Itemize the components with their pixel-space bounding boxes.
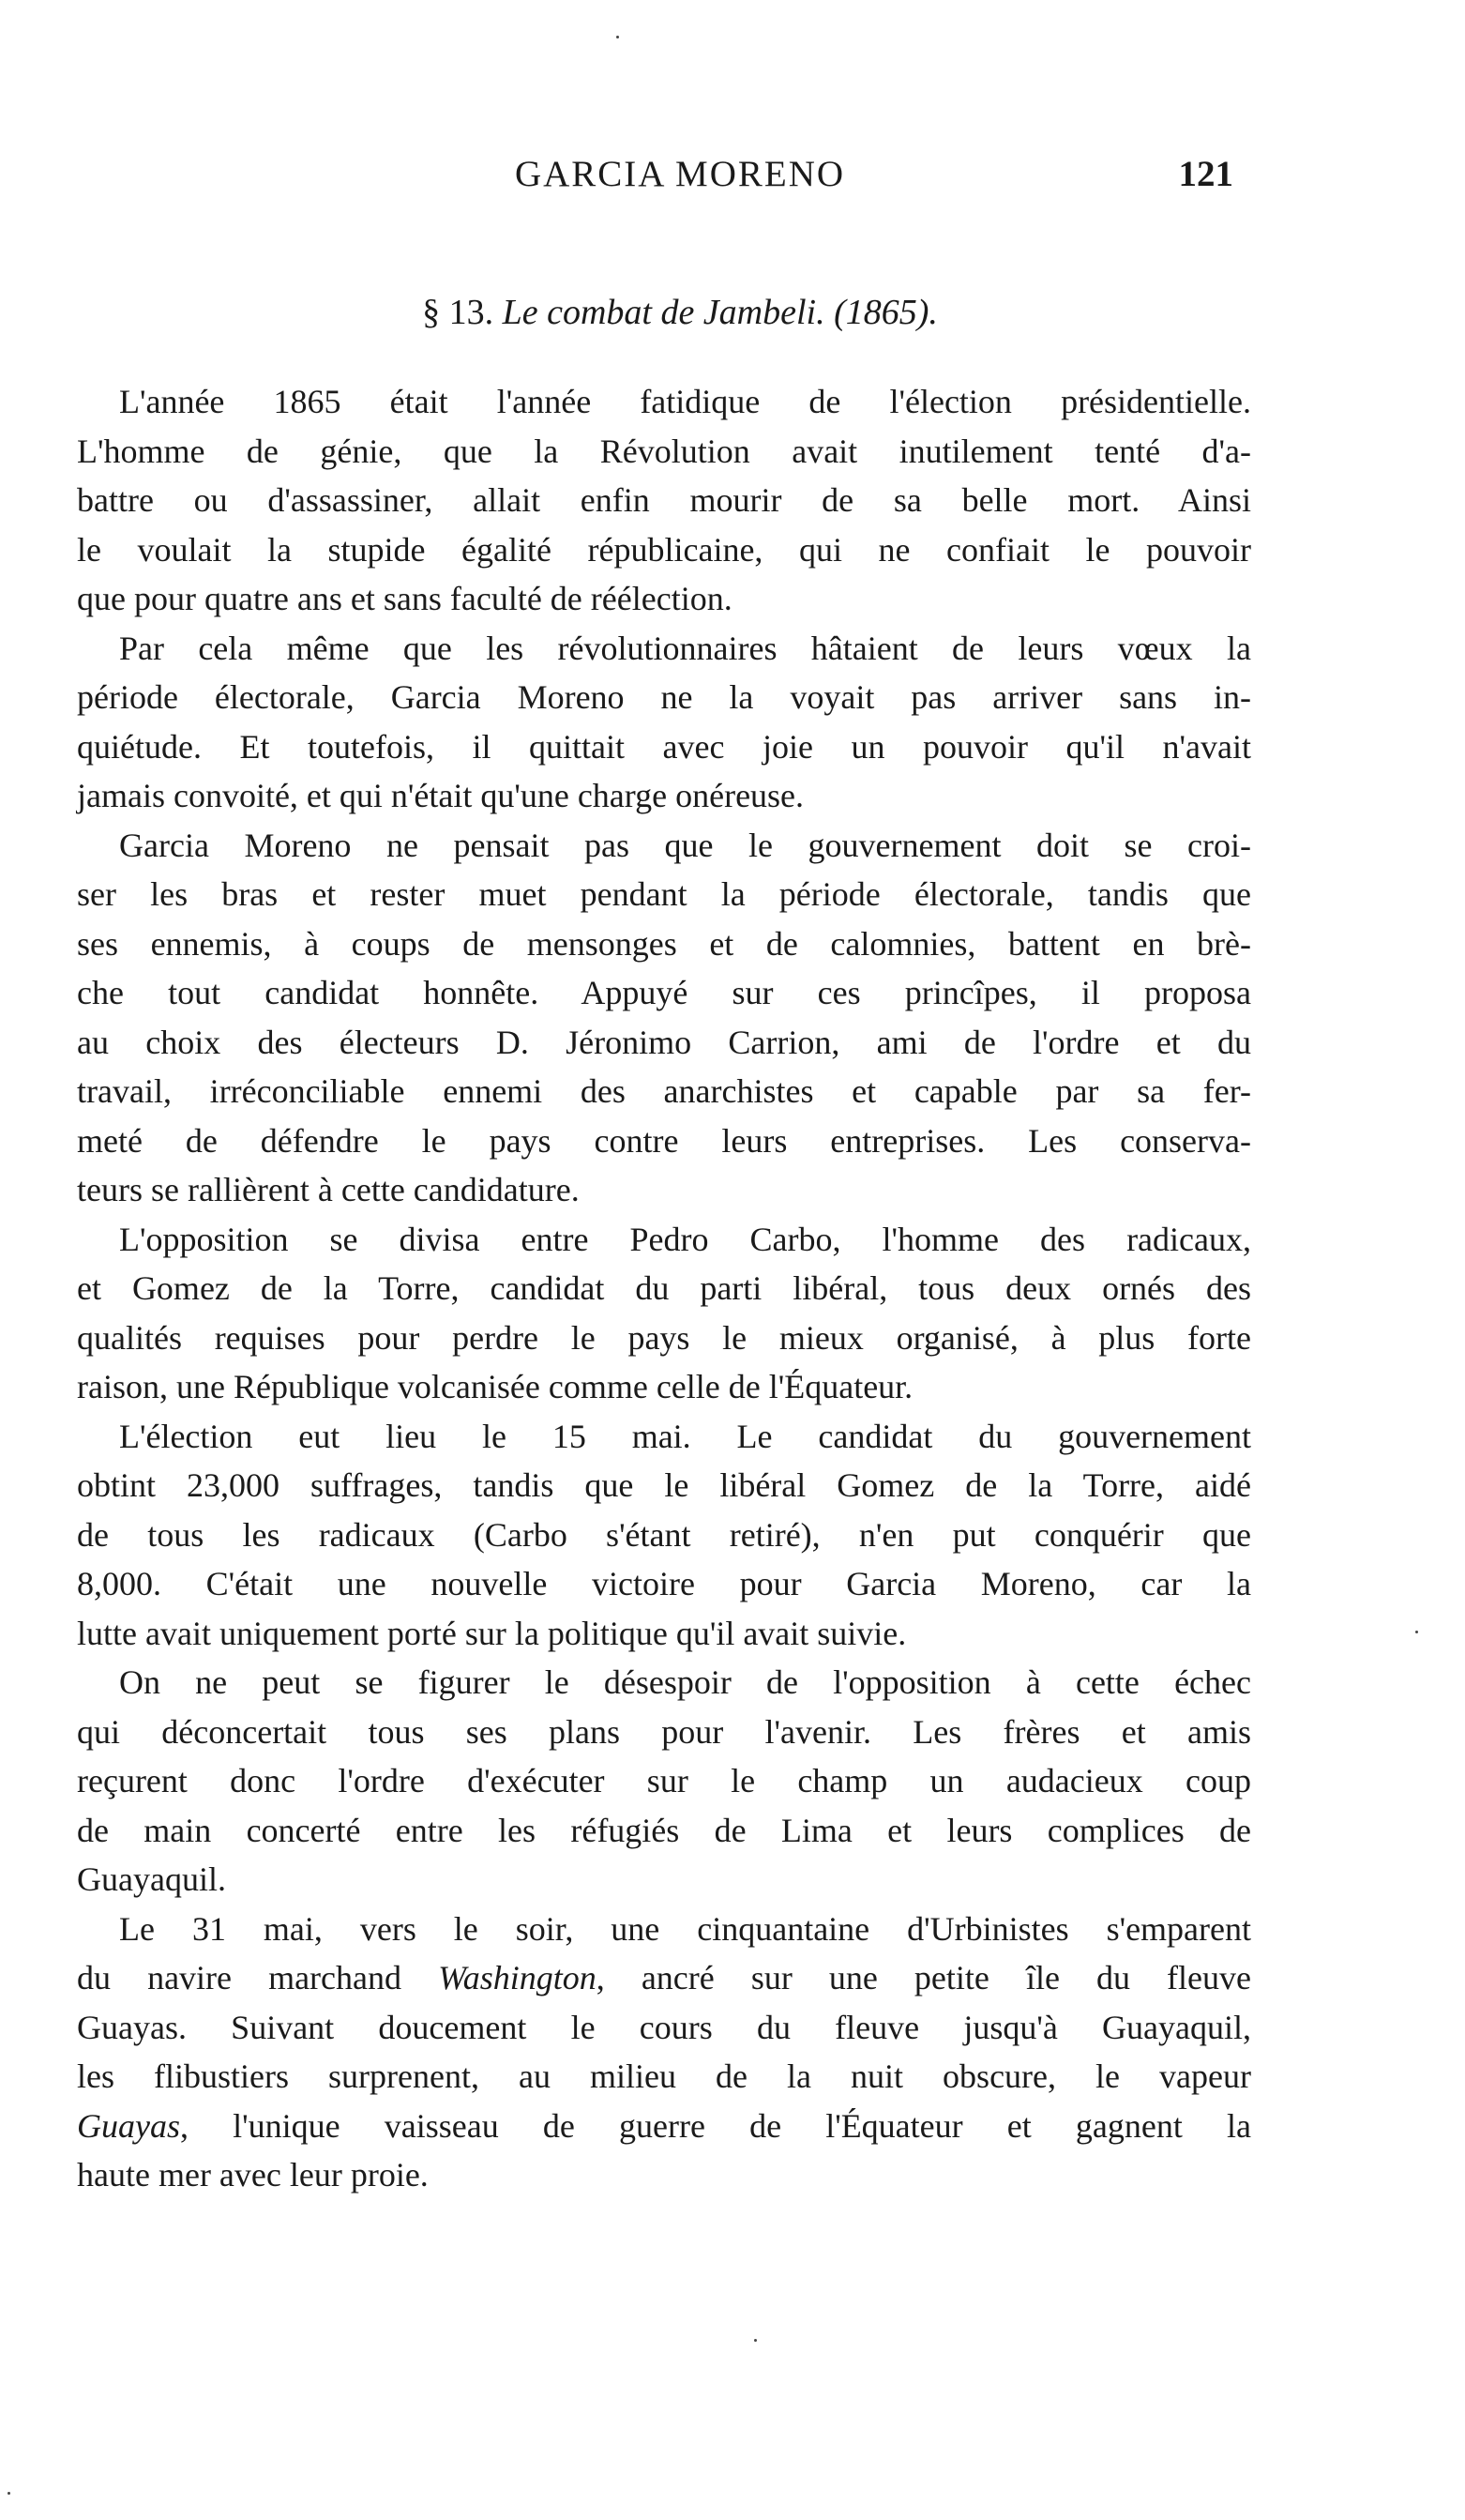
print-speck [616,36,619,38]
paragraph [77,1412,1251,1659]
text-line: jamais convoité, et qui n'était qu'une charge onéreuse. [77,777,805,814]
text-line: du navire marchand Washington, ancré sur une petite île du fleuve [77,1959,1251,1996]
text-line: Guayas. Suivant doucement le cours du fleuve jusqu'à Guayaquil, [77,2008,1251,2046]
print-speck [8,2492,10,2495]
text-line: de tous les radicaux (Carbo s'étant retiré), n'en put conquérir que [77,1515,1251,1554]
paragraph [77,1658,1251,1905]
text-line: ses ennemis, à coups de mensonges et de calomnies, battent en brè- [77,924,1251,963]
text-line: L'homme de génie, que la Révolution avait inutilement tenté d'a- [77,432,1251,470]
text-line: teurs se rallièrent à cette candidature. [77,1171,580,1208]
text-line: lutte avait uniquement porté sur la politique qu'il avait suivie. [77,1614,907,1652]
text-line: Guayas, l'unique vaisseau de guerre de l'Équateur et gagnent la [77,2106,1251,2145]
text-line: Garcia Moreno ne pensait pas que le gouvernement doit se croi- [119,826,1251,864]
text-line: reçurent donc l'ordre d'exécuter sur le champ un audacieux coup [77,1762,1251,1799]
section-date: (1865). [834,293,938,332]
running-header [127,146,1233,203]
text-line: Guayaquil. [77,1860,226,1898]
body-text [77,377,1251,2200]
text-line: L'année 1865 était l'année fatidique de l'élection présidentielle. [119,383,1251,420]
text-line: L'élection eut lieu le 15 mai. Le candidat du gouvernement [119,1417,1251,1455]
text-line: quiétude. Et toutefois, il quittait avec joie un pouvoir qu'il n'avait [77,727,1251,766]
ship-name: Guayas [77,2106,180,2145]
section-label: § 13. [422,293,494,332]
print-speck [754,2339,757,2342]
text-line: raison, une République volcanisée comme celle de l'Équateur. [77,1368,914,1405]
print-speck [1415,1631,1418,1633]
text-line: et Gomez de la Torre, candidat du parti libéral, tous deux ornés des [77,1269,1251,1307]
text-line: que pour quatre ans et sans faculté de réélection. [77,580,732,617]
paragraph [77,377,1251,624]
text-line: qualités requises pour perdre le pays le mieux organisé, à plus forte [77,1318,1251,1357]
paragraph [77,624,1251,821]
section-title: Le combat de Jambeli. [502,293,825,332]
text-line: L'opposition se divisa entre Pedro Carbo, l'homme des radicaux, [119,1220,1251,1258]
text-line: le voulait la stupide égalité républicaine, qui ne confiait le pouvoir [77,530,1251,569]
text-line: che tout candidat honnête. Appuyé sur ces princîpes, il proposa [77,974,1251,1011]
paragraph [77,1905,1251,2200]
text-line: obtint 23,000 suffrages, tandis que le libéral Gomez de la Torre, aidé [77,1466,1251,1504]
text-line: ser les bras et rester muet pendant la période électorale, tandis que [77,875,1251,913]
running-title: GARCIA MORENO [514,154,846,194]
text-line: 8,000. C'était une nouvelle victoire pour Garcia Moreno, car la [77,1565,1251,1602]
ship-name: Washington [438,1959,597,1996]
text-line: au choix des électeurs D. Jéronimo Carrion, ami de l'ordre et du [77,1023,1251,1061]
paragraph [77,821,1251,1215]
text-line: meté de défendre le pays contre leurs entreprises. Les conserva- [77,1121,1251,1160]
text-line: période électorale, Garcia Moreno ne la voyait pas arriver sans in- [77,678,1251,716]
text-line: travail, irréconciliable ennemi des anarchistes et capable par sa fer- [77,1072,1251,1110]
text-line: les flibustiers surprenent, au milieu de la nuit obscure, le vapeur [77,2057,1251,2095]
text-line: Le 31 mai, vers le soir, une cinquantaine d'Urbinistes s'emparent [119,1909,1251,1948]
page-number: 121 [1178,154,1233,194]
text-line: Par cela même que les révolutionnaires hâtaient de leurs vœux la [119,629,1251,667]
section-heading [127,284,1233,341]
text-line: haute mer avec leur proie. [77,2156,429,2194]
text-line: On ne peut se figurer le désespoir de l'opposition à cette échec [119,1663,1251,1701]
text-line: qui déconcertait tous ses plans pour l'avenir. Les frères et amis [77,1712,1251,1751]
text-line: de main concerté entre les réfugiés de Lima et leurs complices de [77,1811,1251,1849]
text-line: battre ou d'assassiner, allait enfin mourir de sa belle mort. Ainsi [77,481,1251,519]
paragraph [77,1215,1251,1412]
